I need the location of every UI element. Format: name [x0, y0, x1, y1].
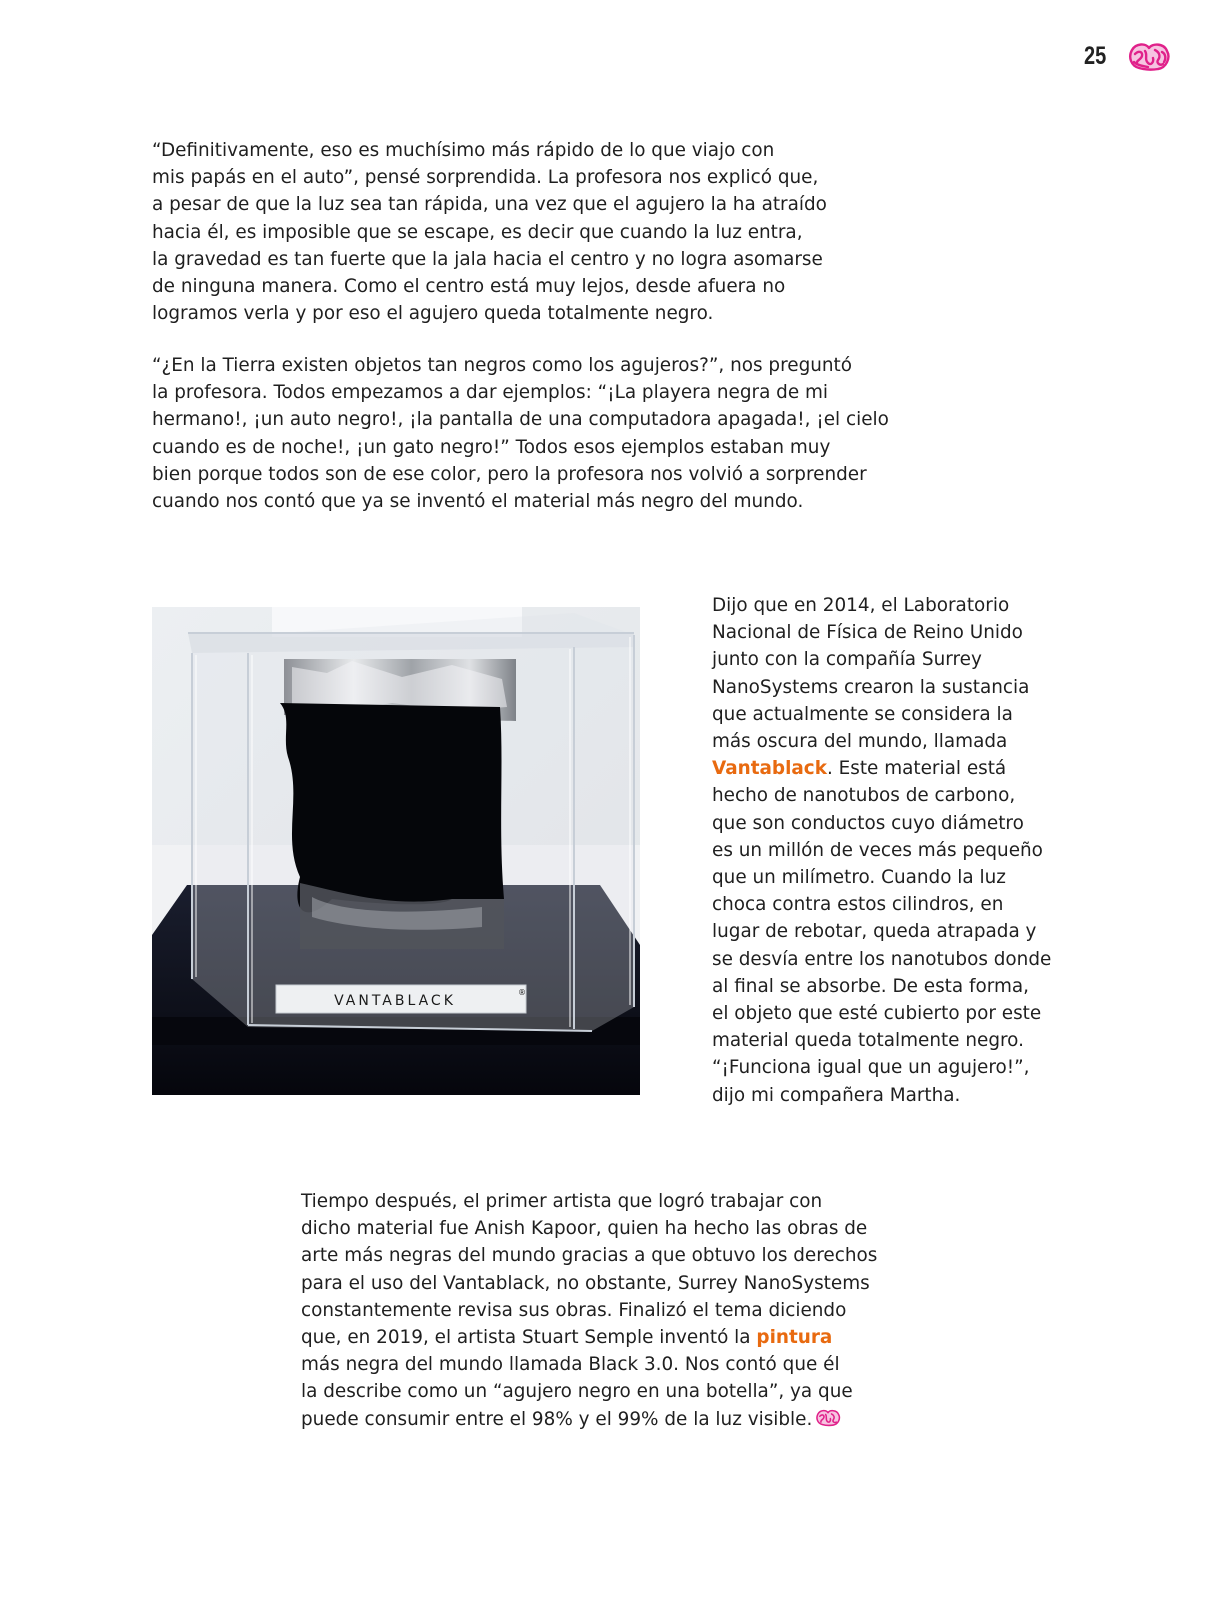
- text-line: Dijo que en 2014, el Laboratorio: [712, 595, 1010, 616]
- text-line: la profesora. Todos empezamos a dar ejemplos: “¡La playera negra de mi: [152, 382, 829, 404]
- text-line: más oscura del mundo, llamada: [712, 731, 1008, 753]
- text-line: constantemente revisa sus obras. Finalizó el tema diciendo: [301, 1299, 847, 1321]
- text-line: hecho de nanotubos de carbono,: [712, 785, 1016, 807]
- text-line: mis papás en el auto”, pensé sorprendida. La profesora nos explicó que,: [152, 167, 819, 189]
- magazine-logo-icon: [814, 1408, 842, 1428]
- text-line: bien porque todos son de ese color, pero la profesora nos volvió a sorprender: [152, 463, 867, 485]
- text-line: dicho material fue Anish Kapoor, quien ha hecho las obras de: [301, 1218, 868, 1240]
- registered-mark: ®: [518, 988, 526, 997]
- highlight-vantablack: Vantablack: [712, 758, 827, 780]
- text-line: logramos verla y por eso el agujero queda totalmente negro.: [152, 303, 714, 325]
- text-line: el objeto que esté cubierto por este: [712, 1003, 1042, 1025]
- text-line: arte más negras del mundo gracias a que obtuvo los derechos: [301, 1245, 878, 1267]
- text-line: Nacional de Física de Reino Unido: [712, 622, 1023, 644]
- text-line: dijo mi compañera Martha.: [712, 1084, 961, 1106]
- text-line: “¡Funciona igual que un agujero!”,: [712, 1057, 1030, 1079]
- text-line: “Definitivamente, eso es muchísimo más rápido de lo que viajo con: [152, 140, 775, 161]
- paragraph-tiempo-despues: [301, 1188, 877, 1433]
- text-line: material queda totalmente negro.: [712, 1030, 1024, 1052]
- text-line: de ninguna manera. Como el centro está muy lejos, desde afuera no: [152, 276, 786, 298]
- text-line: más negra del mundo llamada Black 3.0. Nos contó que él: [301, 1354, 840, 1376]
- text-line: se desvía entre los nanotubos donde: [712, 948, 1052, 970]
- text-line: lugar de rebotar, queda atrapada y: [712, 921, 1037, 943]
- text-line: junto con la compañía Surrey: [712, 649, 982, 671]
- text-line: cuando es de noche!, ¡un gato negro!” Todos esos ejemplos estaban muy: [152, 436, 831, 458]
- paragraph-tierra-objetos: [152, 352, 889, 515]
- text-line: que son conductos cuyo diámetro: [712, 812, 1024, 834]
- text-fragment: que, en 2019, el artista Stuart Semple inventó la: [301, 1327, 757, 1349]
- text-line: que un milímetro. Cuando la luz: [712, 867, 1006, 889]
- text-fragment: . Este material está: [826, 758, 1007, 780]
- text-line: hacia él, es imposible que se escape, es decir que cuando la luz entra,: [152, 221, 803, 243]
- paragraph-vantablack: [712, 592, 1051, 1109]
- text-line: es un millón de veces más pequeño: [712, 839, 1043, 861]
- magazine-logo-icon: [1126, 40, 1172, 74]
- text-line: al final se absorbe. De esta forma,: [712, 975, 1029, 997]
- text-line: “¿En la Tierra existen objetos tan negros como los agujeros?”, nos preguntó: [152, 355, 853, 376]
- text-line: choca contra estos cilindros, en: [712, 894, 1004, 916]
- text-line: [301, 1406, 877, 1433]
- text-line: la describe como un “agujero negro en una botella”, ya que: [301, 1381, 853, 1403]
- plaque-text: VANTABLACK: [334, 993, 456, 1009]
- text-line: cuando nos contó que ya se inventó el material más negro del mundo.: [152, 491, 804, 513]
- text-line: Tiempo después, el primer artista que logró trabajar con: [301, 1191, 823, 1212]
- text-line: [712, 755, 1051, 782]
- text-fragment: puede consumir entre el 98% y el 99% de la luz visible.: [301, 1408, 813, 1430]
- page-number: 25: [1084, 42, 1107, 70]
- text-line: la gravedad es tan fuerte que la jala hacia el centro y no logra asomarse: [152, 248, 823, 270]
- text-line: hermano!, ¡un auto negro!, ¡la pantalla de una computadora apagada!, ¡el cielo: [152, 409, 889, 431]
- vantablack-photo: [152, 607, 640, 1095]
- text-line: que actualmente se considera la: [712, 703, 1013, 725]
- text-line: NanoSystems crearon la sustancia: [712, 676, 1030, 698]
- text-line: para el uso del Vantablack, no obstante, Surrey NanoSystems: [301, 1272, 870, 1294]
- text-line: a pesar de que la luz sea tan rápida, una vez que el agujero la ha atraído: [152, 194, 827, 216]
- highlight-pintura: pintura: [756, 1327, 833, 1349]
- paragraph-definitivamente: [152, 137, 827, 327]
- text-line: [301, 1324, 877, 1351]
